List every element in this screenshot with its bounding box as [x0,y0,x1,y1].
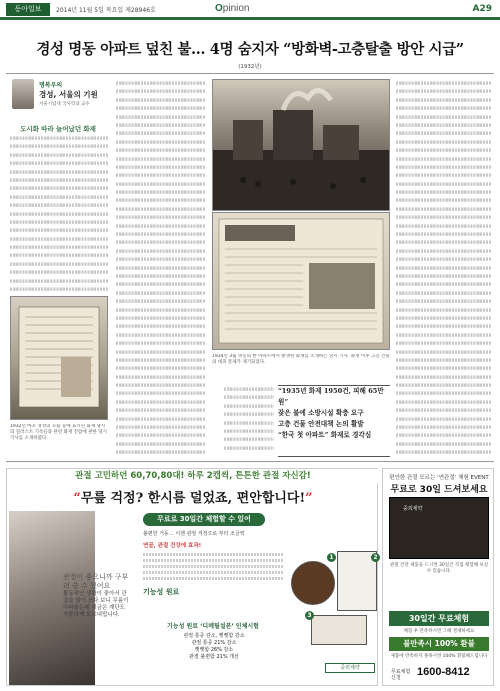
body-text-line [116,308,206,312]
newspaper-clipping-photo [212,212,390,350]
ad-body-line [143,553,283,556]
ad-question: 불편한 거동… 이젠 관절 걱정으로 부터 조금씩 [143,531,245,537]
body-text-line [224,413,274,417]
body-text-line [10,220,108,224]
body-text-line [396,115,492,119]
body-text-line [396,107,492,111]
body-text-line [396,434,492,438]
ad-testimonial-title: 관절이 좋으니까 구부러 쓸 수 있어요 [63,573,129,590]
fire-scene-photo [212,79,390,211]
body-text-line [116,392,206,396]
ad-headline-close-quote: ” [305,491,313,506]
photo3-caption: 1934년 3월 명동의 한 아파트에서 발생한 화재를 소개하는 당시 기사. 화재 이후 고층 건물의 대피 문제가 제기되었다. [212,354,390,365]
ad-center-panel [135,511,385,687]
body-text-line [116,132,206,136]
body-text-line [116,266,206,270]
body-text-line [10,204,108,208]
body-text-line [116,291,206,295]
body-text-line [116,98,206,102]
body-text-line [396,308,492,312]
body-text-col-1 [10,134,108,294]
body-text-line [116,207,206,211]
body-text-line [396,367,492,371]
ad-body-line [143,577,283,580]
body-text-line [116,300,206,304]
body-text-line [396,451,492,455]
body-text-line [116,191,206,195]
ad-body-line [143,571,283,574]
body-text-line [224,429,274,433]
ad-side-panel[interactable] [382,468,494,686]
body-text-line [116,115,206,119]
body-text-line [396,140,492,144]
body-text-line [116,224,206,228]
body-text-line [116,375,206,379]
ad-headline-text: 무릎 걱정? 한시름 덜었죠, 편안합니다! [80,491,306,506]
body-text-line [116,451,206,455]
body-text-line [396,199,492,203]
body-text-line [224,396,274,400]
body-text-line [396,417,492,421]
ad-clinical-line: 관절 통증 감소, 뻣뻣함 감소 [183,633,245,639]
body-text-line [10,254,108,258]
clipping-drawing [213,213,389,349]
ad-question-headline: 연골, 관절 건강에 효과! [143,543,202,549]
ad-main-panel[interactable] [6,468,378,686]
body-text-line [396,224,492,228]
body-text-line [396,442,492,446]
body-text-line [116,232,206,236]
body-text-line [116,342,206,346]
body-text-line [116,274,206,278]
ad-refund-banner: 불만족시 100% 환불 [389,637,489,651]
dateline: 2014년 11월 5일 목요일 제28946호 [56,7,156,14]
pull-quote-line-4: “한국 첫 아파트” 화재로 경각심 [278,431,372,439]
newspaper-logo[interactable]: 동아일보 [6,3,50,16]
body-text-line [116,383,206,387]
section-title-o: O [215,3,223,14]
page-number: A29 [472,4,492,14]
body-text-line [116,333,206,337]
body-text-line [396,375,492,379]
ad-clinical-line: 관절 통증 21% 감소 [191,640,237,646]
body-text-line [116,90,206,94]
body-text-line [396,400,492,404]
article-headline [0,38,500,59]
ad-phone-label: 무료체험 신청 [391,669,411,681]
body-text-line [10,178,108,182]
body-text-line [116,107,206,111]
body-text-line [10,229,108,233]
body-text-line [116,174,206,178]
body-text-line [396,409,492,413]
body-text-line [116,425,206,429]
ad-headline-open-quote: “ [73,491,81,506]
historic-document-photo [10,296,108,420]
body-text-line [116,149,206,153]
ad-ingredient-label: 기능성 원료 [143,588,180,596]
body-text-line [116,283,206,287]
body-text-col-2 [116,79,206,457]
body-text-line [10,136,108,140]
body-text-line [10,153,108,157]
headline-main: 경성 명동 아파트 덮친 불… 4명 숨지자 [36,41,284,58]
body-text-line [116,216,206,220]
body-text-line [116,241,206,245]
body-text-line [10,279,108,283]
body-text-line [396,81,492,85]
advertisement [0,468,500,691]
section-title-rest: pinion [222,3,250,14]
body-text-line [396,325,492,329]
body-text-line [396,358,492,362]
body-text-line [116,325,206,329]
ad-offer-description: 관절 건강 제품을 드시면 30일간 직접 체험해 보실 수 있습니다. [389,563,489,574]
author-label: 명복우의 [39,82,63,89]
body-text-line [116,358,206,362]
body-text-line [116,140,206,144]
ad-testimonial-body: 활동적인 생활이 좋아서 관절을 많이 쓰다 보니 무릎이 아파왔는데 지금은 계단도 가뿐하게 오르내립니다. [63,591,129,618]
author-affiliation: 서울시립대 국사학과 교수 [39,102,90,107]
body-text-line [116,81,206,85]
badge-3-icon: 3 [305,611,314,620]
body-text-line [396,383,492,387]
body-text-line [396,132,492,136]
body-text-line [10,287,108,291]
author-photo [12,79,34,109]
body-text-line [10,162,108,166]
body-text-line [396,300,492,304]
body-text-line [116,157,206,161]
body-text-line [396,342,492,346]
body-text-line [396,333,492,337]
body-text-line [396,98,492,102]
body-text-line [396,90,492,94]
body-text-line [116,442,206,446]
body-text-line [224,421,274,425]
body-text-line [396,258,492,262]
body-text-line [116,258,206,262]
body-text-line [10,271,108,275]
body-text-line [10,212,108,216]
ad-refund-note: 제품에 만족하지 못하시면 100% 환불해드립니다 [390,654,488,659]
divider [6,73,494,74]
ad-phone-number[interactable]: 1600-8412 [417,666,470,678]
body-text-line [10,237,108,241]
article-end-divider [6,461,494,462]
body-text-line [396,425,492,429]
pull-quote [278,385,390,457]
body-text-line [116,199,206,203]
fire-scene-drawing [213,80,389,210]
body-text-line [396,157,492,161]
headline-quote: “방화벽-고층탈출 방안 시급” [283,41,464,58]
body-text-line [396,274,492,278]
body-text-line [116,165,206,169]
body-text-line [116,182,206,186]
body-text-line [116,417,206,421]
body-text-line [116,367,206,371]
product-pack-image [311,615,367,645]
body-text-line [396,249,492,253]
body-text-line [396,123,492,127]
body-text-line [396,232,492,236]
body-text-line [396,165,492,169]
body-text-line [116,123,206,127]
body-text-line [396,149,492,153]
ad-clinical-results [149,633,279,661]
body-text-line [116,434,206,438]
body-text-line [10,145,108,149]
badge-2-icon: 2 [371,553,380,562]
column-title: 경성, 서울의 기원 [39,90,98,99]
ad-clinical-line: 관절 불편함 21% 개선 [189,654,239,660]
badge-1-icon: 1 [327,553,336,562]
section-title [215,3,249,14]
ad-free-trial-pill[interactable]: 무료로 30일간 체험할 수 있어 [143,513,265,526]
pull-quote-line-3: 고층 건물 안전대책 논의 활발 [278,420,364,428]
body-text-line [396,241,492,245]
body-text-line [224,446,274,450]
side-subhead: 도시화 따라 늘어났던 화재 [20,125,96,133]
body-text-col-3a [224,385,274,457]
body-text-line [224,438,274,442]
page-header [0,0,500,20]
product-bowl-image [291,561,335,605]
body-text-line [396,291,492,295]
ad-headline [7,487,379,506]
ad-clinical-title: 기능성 원료 ‘디메틸설폰’ 인체시험 [167,623,259,630]
ad-body-line [143,565,283,568]
article-subhead: (1932년) [238,64,262,70]
pull-quote-line-2: 잦은 불에 소방시설 확충 요구 [278,409,364,417]
body-text-line [10,170,108,174]
ad-product-images [291,551,381,651]
body-text-line [10,195,108,199]
body-text-line [396,182,492,186]
body-text-line [116,249,206,253]
body-text-line [396,283,492,287]
ad-free-offer: 무료로 30일 드셔보세요 [390,485,488,495]
body-text-line [396,174,492,178]
ad-testimonial [63,573,131,619]
body-text-line [396,392,492,396]
body-text-line [10,187,108,191]
body-text-line [224,404,274,408]
ad-body-line [143,559,283,562]
body-text-line [10,262,108,266]
body-text-line [396,216,492,220]
body-text-line [396,191,492,195]
ad-product-brand: 중외제약 [403,506,423,512]
ad-trial-button[interactable]: 30일간 무료체험 [389,611,489,626]
ad-event-title: 편안한 관절 모르는 ‘연관절’ 체험 EVENT [389,475,489,481]
body-text-line [116,400,206,404]
ad-brand-tag: 중외제약 [325,663,375,673]
body-text-line [224,387,274,391]
pull-quote-line-1: “1935년 화재 1950건, 피해 65만원” [278,387,384,406]
body-text-col-4 [396,79,492,457]
document-illustration [11,297,107,419]
ad-top-banner: 관절 고민하던 60,70,80대! 하루 2캡씩, 튼튼한 관절 자신감! [7,469,379,483]
body-text-line [396,316,492,320]
photo1-caption: 1932년 마포 경성의 모습 등에 표시된 화재 당시의 일러스트 기록들과 관련 화재 진압에 관한 당시 기사를 소개하였다. [10,424,107,441]
body-text-line [116,316,206,320]
body-text-line [116,350,206,354]
ad-trial-note: 체험 후 만족하시면 그때 결제하세요 [403,629,475,634]
body-text-line [396,350,492,354]
body-text-line [396,266,492,270]
body-text-line [116,409,206,413]
ad-clinical-line: 뻣뻣함 26% 감소 [194,647,234,653]
body-text-line [396,207,492,211]
body-text-line [10,246,108,250]
